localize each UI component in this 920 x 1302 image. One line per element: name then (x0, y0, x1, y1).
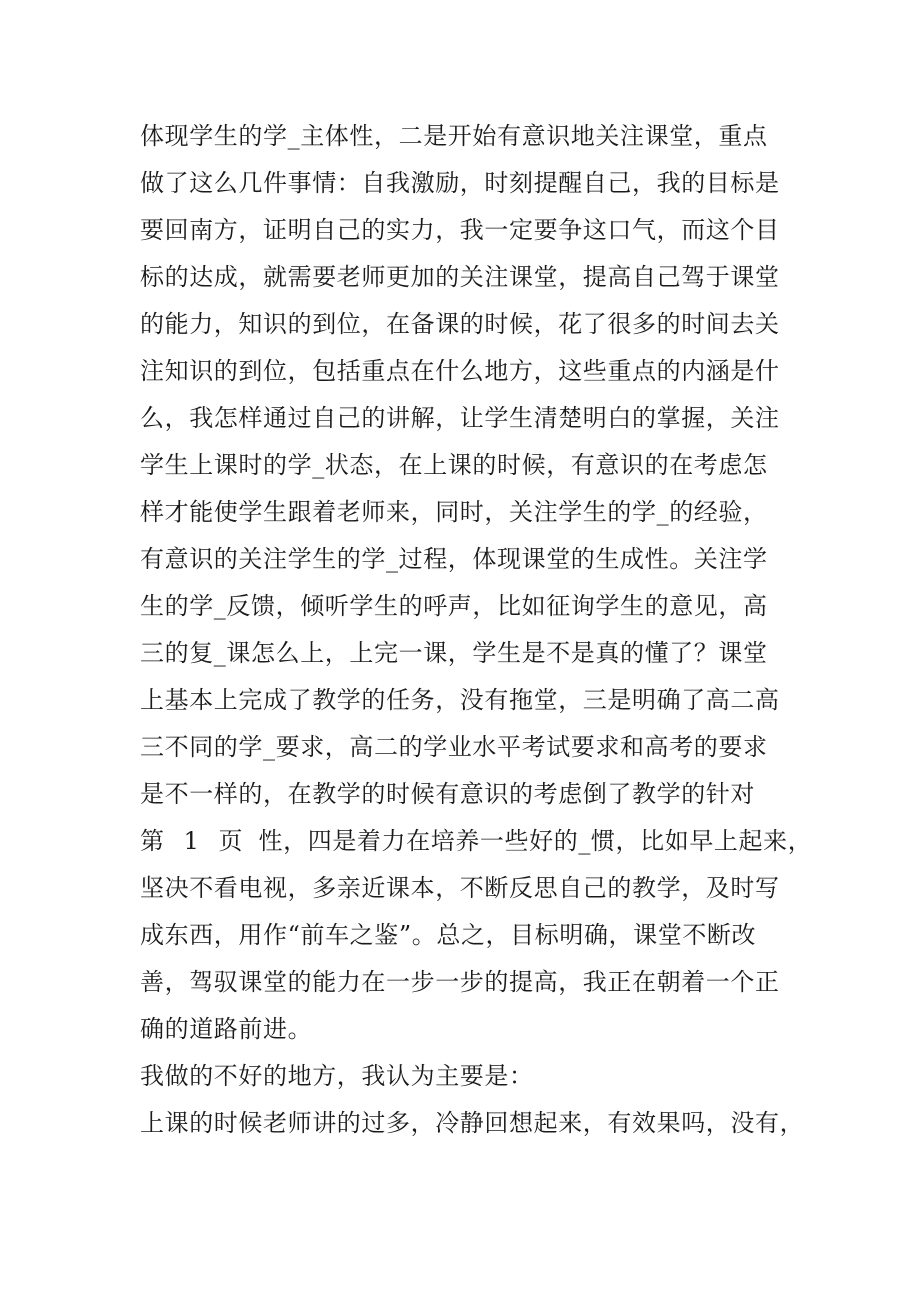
text-line: 上课的时候老师讲的过多，冷静回想起来，有效果吗，没有， (140, 1109, 805, 1137)
text-line: 做了这么几件事情：自我激励，时刻提醒自己，我的目标是 (140, 169, 780, 197)
text-line: 三不同的学_要求，高二的学业水平考试要求和高考的要求 (140, 733, 768, 761)
text-line: 的能力，知识的到位，在备课的时候，花了很多的时间去关 (140, 310, 780, 338)
text-line: 善，驾驭课堂的能力在一步一步的提高，我正在朝着一个正 (140, 968, 780, 996)
text-line-with-page-marker (140, 826, 813, 856)
text-segment: 性，四是着力在培养一些好的_惯，比如早上起来， (258, 827, 813, 855)
text-line: 三的复_课怎么上，上完一课，学生是不是真的懂了？课堂 (140, 639, 768, 667)
text-line: 要回南方，证明自己的实力，我一定要争这口气，而这个目 (140, 216, 780, 244)
text-line: 我做的不好的地方，我认为主要是： (140, 1062, 534, 1090)
text-line: 生的学_反馈，倾听学生的呼声，比如征询学生的意见，高 (140, 592, 768, 620)
text-line: 学生上课时的学_状态，在上课的时候，有意识的在考虑怎 (140, 451, 768, 479)
text-line: 有意识的关注学生的学_过程，体现课堂的生成性。关注学 (140, 545, 768, 573)
page-number: 第 1 页 (140, 827, 249, 855)
text-line: 么，我怎样通过自己的讲解，让学生清楚明白的掌握，关注 (140, 404, 780, 432)
text-line: 坚决不看电视，多亲近课本，不断反思自己的教学，及时写 (140, 874, 780, 902)
text-line: 注知识的到位，包括重点在什么地方，这些重点的内涵是什 (140, 357, 780, 385)
text-line: 确的道路前进。 (140, 1015, 313, 1043)
text-line: 标的达成，就需要老师更加的关注课堂，提高自己驾于课堂 (140, 263, 780, 291)
text-line: 样才能使学生跟着老师来，同时，关注学生的学_的经验， (140, 498, 768, 526)
text-line: 体现学生的学_主体性，二是开始有意识地关注课堂，重点 (140, 122, 768, 150)
text-line: 成东西，用作“前车之鉴”。总之，目标明确，课堂不断改 (140, 921, 757, 949)
text-line: 是不一样的，在教学的时候有意识的考虑倒了教学的针对 (140, 780, 755, 808)
text-line: 上基本上完成了教学的任务，没有拖堂，三是明确了高二高 (140, 686, 780, 714)
